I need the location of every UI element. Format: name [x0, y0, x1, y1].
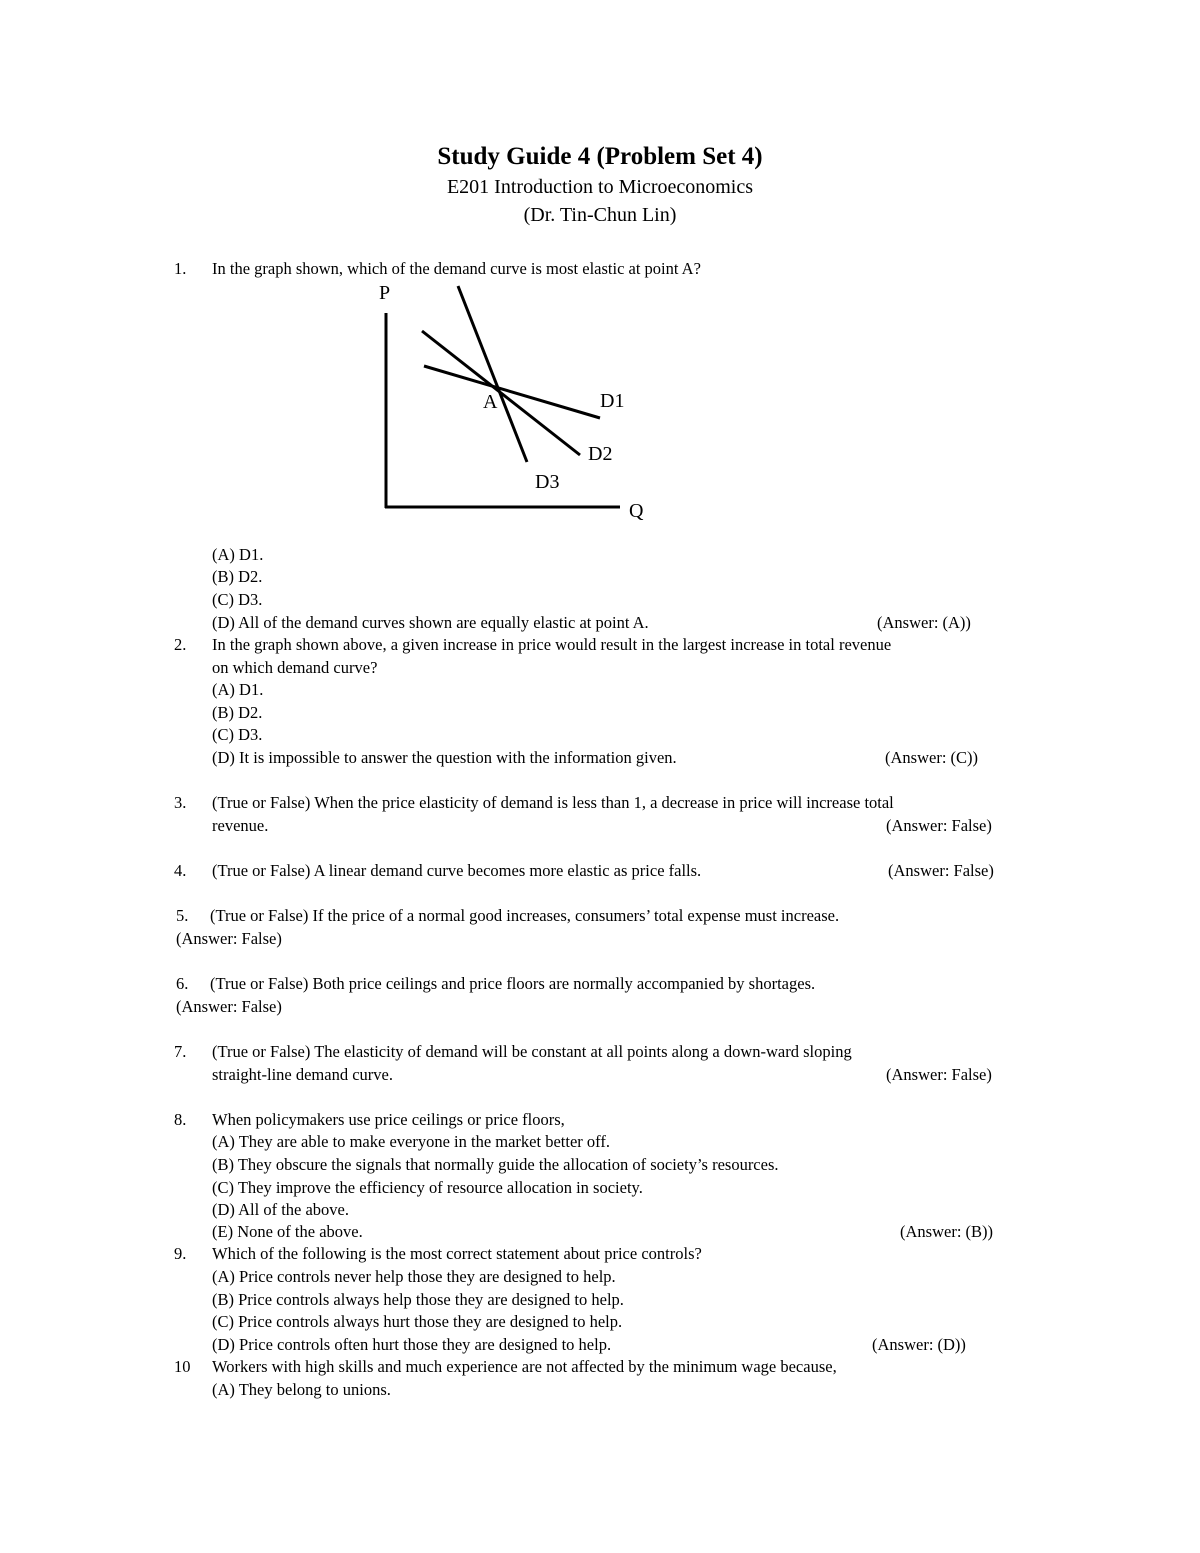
question-10-number: 10 — [174, 1357, 191, 1376]
question-5-number: 5. — [176, 906, 189, 925]
question-9-number: 9. — [174, 1244, 187, 1263]
question-7-text-line-1: (True or False) The elasticity of demand will be constant at all points along a down-ward sloping — [212, 1042, 852, 1061]
y-axis-label: P — [379, 282, 391, 304]
q3-answer: (Answer: False) — [886, 816, 992, 835]
q1-option-b: (B) D2. — [212, 567, 263, 586]
q9-answer: (Answer: (D)) — [872, 1335, 966, 1354]
question-8-number: 8. — [174, 1110, 187, 1129]
question-2-text-line-2: on which demand curve? — [212, 658, 378, 677]
q5-answer: (Answer: False) — [176, 929, 282, 948]
question-5-text: (True or False) If the price of a normal good increases, consumers’ total expense must increase. — [210, 906, 840, 925]
curve-d1-label: D1 — [600, 390, 625, 412]
q8-option-e: (E) None of the above. — [212, 1222, 363, 1241]
q6-answer: (Answer: False) — [176, 997, 282, 1016]
q7-answer: (Answer: False) — [886, 1065, 992, 1084]
q9-option-a: (A) Price controls never help those they are designed to help. — [212, 1267, 616, 1286]
question-8-text: When policymakers use price ceilings or price floors, — [212, 1110, 565, 1129]
q8-option-a: (A) They are able to make everyone in the market better off. — [212, 1132, 610, 1151]
question-1-text: In the graph shown, which of the demand curve is most elastic at point A? — [212, 259, 701, 278]
q8-option-d: (D) All of the above. — [212, 1200, 350, 1219]
q8-option-c: (C) They improve the efficiency of resource allocation in society. — [212, 1178, 643, 1197]
q2-option-d: (D) It is impossible to answer the question with the information given. — [212, 748, 677, 767]
q1-option-a: (A) D1. — [212, 545, 264, 564]
q9-option-b: (B) Price controls always help those they are designed to help. — [212, 1290, 624, 1309]
q2-option-a: (A) D1. — [212, 680, 264, 699]
question-9-text: Which of the following is the most correct statement about price controls? — [212, 1244, 702, 1263]
q8-option-b: (B) They obscure the signals that normally guide the allocation of society’s resources. — [212, 1155, 779, 1174]
page-title: Study Guide 4 (Problem Set 4) — [437, 143, 763, 170]
q1-answer: (Answer: (A)) — [877, 613, 971, 632]
q9-option-c: (C) Price controls always hurt those they are designed to help. — [212, 1312, 623, 1331]
course-name: E201 Introduction to Microeconomics — [446, 176, 754, 198]
curve-d3-label: D3 — [535, 471, 560, 493]
question-7-number: 7. — [174, 1042, 187, 1061]
question-6-number: 6. — [176, 974, 189, 993]
q1-option-c: (C) D3. — [212, 590, 263, 609]
question-3-number: 3. — [174, 793, 187, 812]
question-4-text: (True or False) A linear demand curve becomes more elastic as price falls. — [212, 861, 702, 880]
point-a-label: A — [483, 391, 498, 413]
curve-d2-label: D2 — [588, 443, 613, 465]
demand-curve-d3 — [458, 286, 527, 462]
q4-answer: (Answer: False) — [888, 861, 994, 880]
question-1-number: 1. — [174, 259, 187, 278]
question-7-text-line-2: straight-line demand curve. — [212, 1065, 393, 1084]
question-10-text: Workers with high skills and much experience are not affected by the minimum wage because, — [212, 1357, 837, 1376]
question-3-text-line-2: revenue. — [212, 816, 269, 835]
question-4-number: 4. — [174, 861, 187, 880]
q9-option-d: (D) Price controls often hurt those they are designed to help. — [212, 1335, 612, 1354]
question-3-text-line-1: (True or False) When the price elasticity of demand is less than 1, a decrease in price will increase total — [212, 793, 894, 812]
q2-option-b: (B) D2. — [212, 703, 263, 722]
q2-answer: (Answer: (C)) — [885, 748, 979, 767]
q2-option-c: (C) D3. — [212, 725, 263, 744]
q10-option-a: (A) They belong to unions. — [212, 1380, 391, 1399]
question-2-number: 2. — [174, 635, 187, 654]
instructor-name: (Dr. Tin-Chun Lin) — [523, 204, 677, 226]
question-2-text-line-1: In the graph shown above, a given increase in price would result in the largest increase in total revenue — [212, 635, 892, 654]
demand-curve-d1 — [424, 366, 600, 418]
question-6-text: (True or False) Both price ceilings and price floors are normally accompanied by shortages. — [210, 974, 816, 993]
q8-answer: (Answer: (B)) — [900, 1222, 994, 1241]
q1-option-d: (D) All of the demand curves shown are equally elastic at point A. — [212, 613, 649, 632]
x-axis-label: Q — [629, 500, 644, 522]
